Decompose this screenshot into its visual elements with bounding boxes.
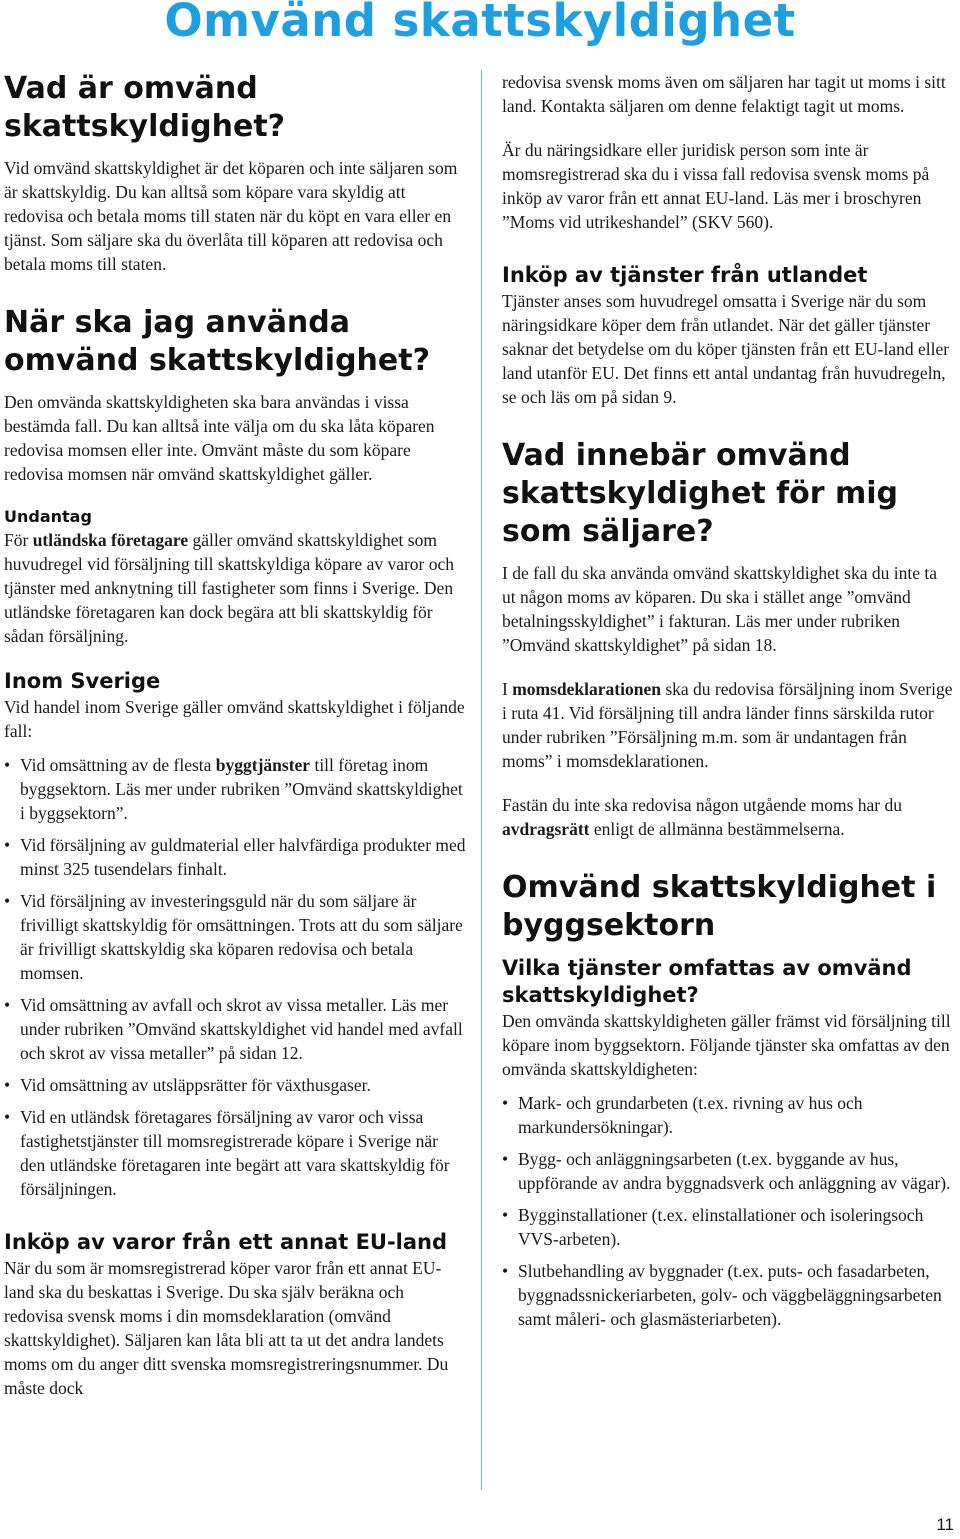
seller-paragraph-1: I de fall du ska använda omvänd skattskyldighet ska du inte ta ut någon moms av köparen. Du ska i stället ange ”omvänd betalningsskyldighet” i fakturan. Läs mer under rubriken ”Omvänd skattskyldighet” på sidan 18. <box>502 563 937 655</box>
eu-goods-heading: Inköp av varor från ett annat EU-land <box>4 1230 448 1254</box>
building-paragraph: Den omvända skattskyldigheten gäller främst vid försäljning till köpare inom byggsektorn. Följande tjänster ska omfattas av den omvända skattskyldigheten: <box>502 1011 951 1079</box>
list-item: • Vid försäljning av investeringsguld när du som säljare är frivilligt skattskyldig för omsättningen. Trots att du som säljare är frivilligt skattskyldig ska köparen redovisa och betala momsen. <box>4 889 466 985</box>
seller-paragraph-2: I momsdeklarationen ska du redovisa försäljning inom Sverige i ruta 41. Vid försäljning till andra länder finns särskilda rutor under rubriken ”Försäljning m.m. som är undantagen från moms” i momsdeklarationen. <box>502 679 953 771</box>
eu-goods-paragraph: När du som är momsregistrerad köper varor från ett annat EU-land ska du beskattas i Sverige. Du ska själv beräkna och redovisa svensk moms i din momsdeklaration (omvänd skattskyldighet). Säljaren kan låta bli att ta ut det andra landets moms om du anger ditt svenska momsregistreringsnummer. Du måste dock <box>4 1258 449 1398</box>
building-heading: Omvänd skattskyldighet i byggsektorn <box>502 870 937 943</box>
continued-paragraph: redovisa svensk moms även om säljaren har tagit ut moms i sitt land. Kontakta säljaren om denne felaktigt tagit ut moms. <box>502 72 946 116</box>
sweden-list <box>4 753 466 1201</box>
page-title: Omvänd skattskyldighet <box>164 0 796 47</box>
list-item: • Mark- och grundarbeten (t.ex. rivning av hus och markundersökningar). <box>502 1091 954 1139</box>
seller-paragraph-3: Fastän du inte ska redovisa någon utgående moms har du avdragsrätt enligt de allmänna bestämmelserna. <box>502 795 902 839</box>
list-item: • Vid omsättning av de flesta byggtjänster till företag inom byggsektorn. Läs mer under rubriken ”Omvänd skattskyldighet i byggsektorn”. <box>4 753 466 825</box>
services-paragraph: Tjänster anses som huvudregel omsatta i Sverige när du som näringsidkare köper dem från utlandet. När det gäller tjänster saknar det betydelse om du köper tjänsten från ett EU-land eller land utanför EU. Det finns ett antal undantag från huvudregeln, se och läs om på sidan 9. <box>502 291 950 407</box>
intro-heading: Vad är omvänd skattskyldighet? <box>4 71 286 144</box>
left-column <box>4 70 466 1400</box>
list-item: • Vid försäljning av guldmaterial eller halvfärdiga produkter med minst 325 tusendelars finhalt. <box>4 833 466 881</box>
intro-paragraph: Vid omvänd skattskyldighet är det köparen och inte säljaren som är skattskyldig. Du kan alltså som köpare vara skyldig att redovisa och betala moms till staten när du köpt en vara eller en tjänst. Som säljare ska du överlåta till köparen att redovisa och betala moms till staten. <box>4 158 458 274</box>
exception-paragraph: För utländska företagare gäller omvänd skattskyldighet som huvudregel vid försäljning till skattskyldiga köpare av varor och tjänster med anknytning till fastigheter som finns i Sverige. Den utländske företagaren kan dock begära att bli skattskyldig för sådan försäljning. <box>4 530 455 646</box>
seller-heading: Vad innebär omvänd skattskyldighet för mig som säljare? <box>502 438 899 549</box>
column-divider <box>481 70 482 1490</box>
building-subheading: Vilka tjänster omfattas av omvänd skattskyldighet? <box>502 956 912 1007</box>
page-number: 11 <box>936 1515 954 1534</box>
building-list <box>502 1091 954 1331</box>
list-item: • Bygginstallationer (t.ex. elinstallationer och isoleringsoch VVS-arbeten). <box>502 1203 954 1251</box>
list-item: • Vid omsättning av utsläppsrätter för växthusgaser. <box>4 1073 466 1097</box>
when-heading: När ska jag använda omvänd skattskyldighet? <box>4 305 431 378</box>
when-paragraph: Den omvända skattskyldigheten ska bara användas i vissa bestämda fall. Du kan alltså inte välja om du ska låta köparen redovisa momsen eller inte. Omvänt måste du som köpare redovisa momsen när omvänd skattskyldighet gäller. <box>4 392 435 484</box>
sweden-paragraph: Vid handel inom Sverige gäller omvänd skattskyldighet i följande fall: <box>4 697 465 741</box>
legal-person-paragraph: Är du näringsidkare eller juridisk person som inte är momsregistrerad ska du i vissa fall redovisa svensk moms på inköp av varor från ett annat EU-land. Läs mer i broschyren ”Moms vid utrikeshandel” (SKV 560). <box>502 140 930 232</box>
exception-heading: Undantag <box>4 507 92 526</box>
list-item: • Vid en utländsk företagares försäljning av varor och vissa fastighetstjänster till momsregistrerade köpare i Sverige när den utländske företagaren inte begärt att vara skattskyldig för försäljningen. <box>4 1105 466 1201</box>
list-item: • Slutbehandling av byggnader (t.ex. puts- och fasadarbeten, byggnadssnickeriarbeten, golv- och väggbeläggningsarbeten samt måleri- och glasmästeriarbeten). <box>502 1259 954 1331</box>
sweden-heading: Inom Sverige <box>4 669 161 693</box>
list-item: • Vid omsättning av avfall och skrot av vissa metaller. Läs mer under rubriken ”Omvänd skattskyldighet vid handel med avfall och skrot av vissa metaller” på sidan 12. <box>4 993 466 1065</box>
list-item: • Bygg- och anläggningsarbeten (t.ex. byggande av hus, uppförande av andra byggnadsverk och anläggning av vägar). <box>502 1147 954 1195</box>
right-column <box>502 70 954 1339</box>
services-heading: Inköp av tjänster från utlandet <box>502 263 868 287</box>
